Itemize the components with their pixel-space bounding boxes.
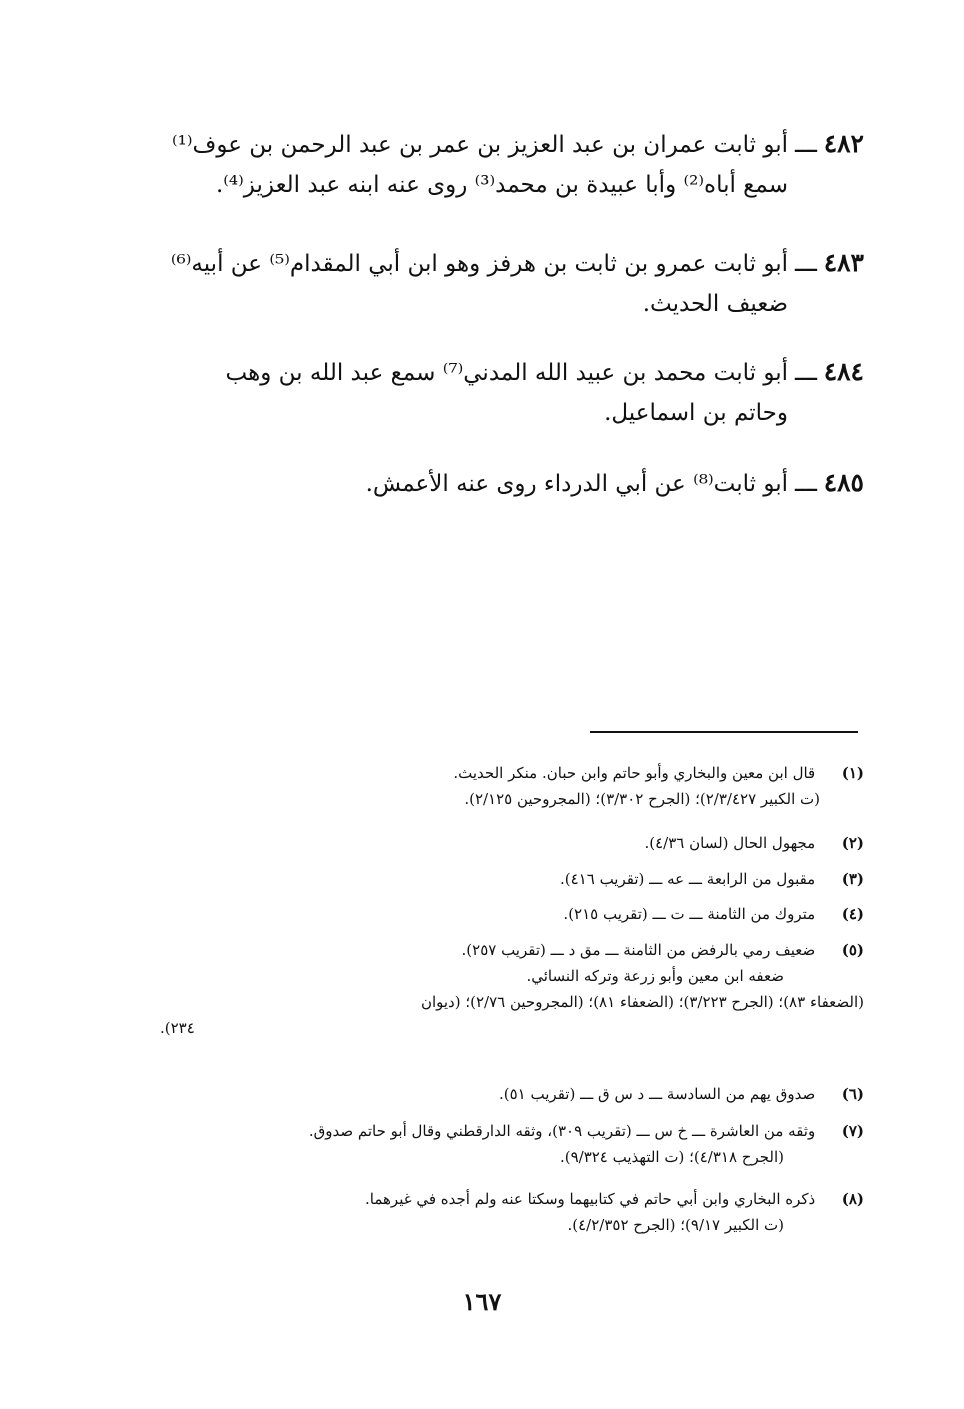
entry-dash: ـــ <box>795 129 817 158</box>
entry-dash: ـــ <box>795 248 817 277</box>
footnote-text: ضعفه ابن معين وأبو زرعة وتركه النسائي. <box>526 967 784 985</box>
footnote-text: (ت الكبير ٩/١٧)؛ (الجرح ٤/٢/٣٥٢). <box>567 1216 784 1234</box>
footnote-7 <box>160 1118 864 1170</box>
entry-number: ٤٨٤ <box>823 357 864 386</box>
footnote-text: مقبول من الرابعة ـــ عه ـــ (تقريب ٤١٦). <box>560 870 816 888</box>
entry-text-line2: ضعيف الحديث. <box>642 291 788 317</box>
footnote-text: (الجرح ٤/٣١٨)؛ (ت التهذيب ٩/٣٢٤). <box>559 1148 784 1166</box>
footnote-number: (٥) <box>841 941 864 959</box>
entry-483 <box>160 244 864 324</box>
footnote-number: (٤) <box>841 905 864 923</box>
footnote-number: (٦) <box>841 1085 864 1103</box>
entry-number: ٤٨٣ <box>823 248 864 277</box>
footnote-text: قال ابن معين والبخاري وأبو حاتم وابن حبان. منكر الحديث. <box>453 764 816 782</box>
entry-text-line1: أبو ثابت⁽⁸⁾ عن أبي الدرداء روى عنه الأعمش. <box>365 471 788 497</box>
footnote-number: (٢) <box>841 834 864 852</box>
entry-dash: ـــ <box>795 468 817 497</box>
footnote-2 <box>160 830 864 856</box>
footnote-text: ٢٣٤). <box>160 1019 195 1037</box>
footnote-text: (ت الكبير ٢/٣/٤٢٧)؛ (الجرح ٣/٣٠٢)؛ (المجروحين ٢/١٢٥). <box>464 790 820 808</box>
footnote-6 <box>160 1081 864 1107</box>
entry-text-line1: أبو ثابت عمرو بن ثابت بن هرفز وهو ابن أبي المقدام⁽⁵⁾ عن أبيه⁽⁶⁾ <box>170 251 788 277</box>
footnote-text: صدوق يهم من السادسة ـــ د س ق ـــ (تقريب ٥١). <box>499 1085 816 1103</box>
footnote-3 <box>160 866 864 892</box>
entry-number: ٤٨٥ <box>823 468 864 497</box>
footnote-text: مجهول الحال (لسان ٤/٣٦). <box>644 834 816 852</box>
footnote-text: ذكره البخاري وابن أبي حاتم في كتابيهما وسكتا عنه ولم أجده في غيرهما. <box>365 1190 816 1208</box>
footnote-number: (٧) <box>841 1122 864 1140</box>
footnote-text: متروك من الثامنة ـــ ت ـــ (تقريب ٢١٥). <box>563 905 816 923</box>
footnote-5 <box>160 937 864 1041</box>
footnote-4 <box>160 901 864 927</box>
footnote-text: وثقه من العاشرة ـــ خ س ـــ (تقريب ٣٠٩)، وثقه الدارقطني وقال أبو حاتم صدوق. <box>308 1122 816 1140</box>
entry-text-line1: أبو ثابت عمران بن عبد العزيز بن عمر بن عبد الرحمن بن عوف⁽¹⁾ <box>172 132 788 158</box>
footnote-1 <box>160 760 864 812</box>
entry-text-line1: أبو ثابت محمد بن عبيد الله المدني⁽⁷⁾ سمع عبد الله بن وهب <box>225 360 788 386</box>
footnote-number: (٣) <box>841 870 864 888</box>
entry-484 <box>160 353 864 433</box>
footnote-text: ضعيف رمي بالرفض من الثامنة ـــ مق د ـــ (تقريب ٢٥٧). <box>461 941 816 959</box>
entry-485 <box>160 464 864 504</box>
entry-text-line2: سمع أباه⁽²⁾ وأبا عبيدة بن محمد⁽³⁾ روى عنه ابنه عبد العزيز⁽⁴⁾. <box>215 172 788 198</box>
footnote-number: (١) <box>841 764 864 782</box>
entry-number: ٤٨٢ <box>823 129 864 158</box>
page-number: ١٦٧ <box>462 1287 502 1316</box>
entry-482 <box>160 125 864 205</box>
footnote-number: (٨) <box>841 1190 864 1208</box>
footnote-text: (الضعفاء ٨٣)؛ (الجرح ٣/٢٢٣)؛ (الضعفاء ٨١)؛ (المجروحين ٢/٧٦)؛ (ديوان <box>420 993 864 1011</box>
entry-dash: ـــ <box>795 357 817 386</box>
entry-text-line2: وحاتم بن اسماعيل. <box>604 400 788 426</box>
footnote-8 <box>160 1186 864 1238</box>
footnote-separator <box>590 731 858 733</box>
